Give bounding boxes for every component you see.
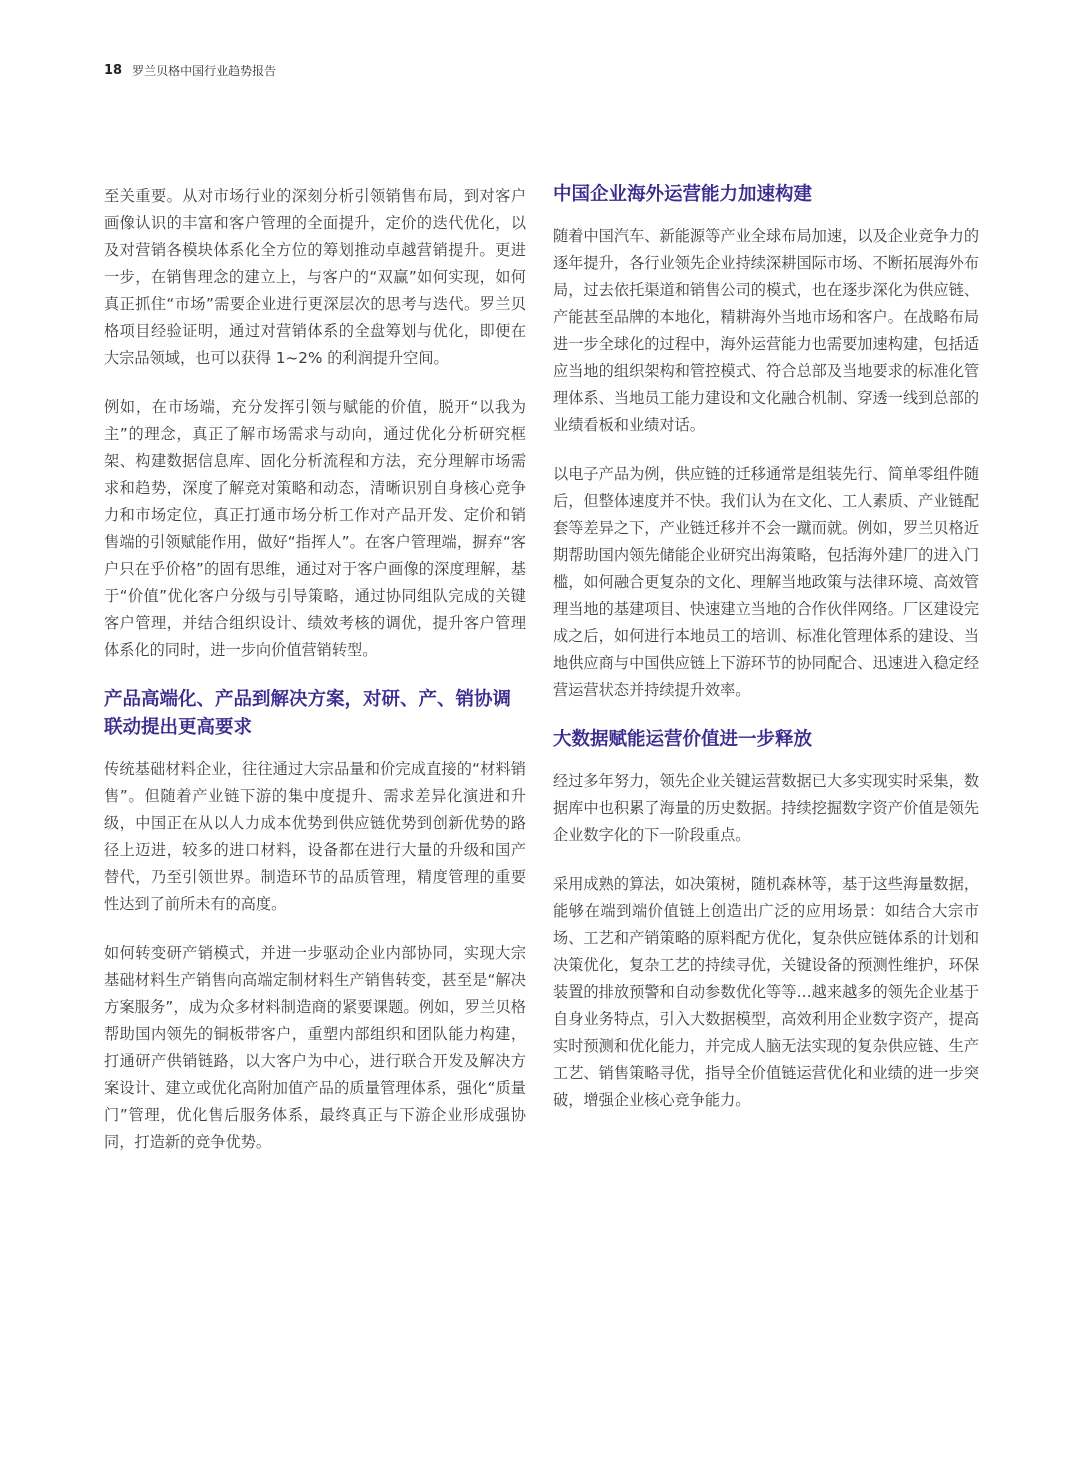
- left-paragraph-4: 如何转变研产销模式，并进一步驱动企业内部协同，实现大宗基础材料生产销售向高端定制材料生产销售转变，甚至是“解决方案服务”，成为众多材料制造商的紧要课题。例如，罗兰贝格帮助国内领先的铜板带客户，重塑内部组织和团队能力构建，打通研产供销链路，以大客户为中心，进行联合开发及解决方案设计、建立或优化高附加值产品的质量管理体系，强化“质量门”管理，优化售后服务体系，最终真正与下游企业形成强协同，打造新的竞争优势。: [104, 944, 526, 1151]
- left-paragraph-3: 传统基础材料企业，往往通过大宗品量和价完成直接的“材料销售”。但随着产业链下游的集中度提升、需求差异化演进和升级，中国正在从以人力成本优势到供应链优势到创新优势的路径上迈进，较多的进口材料，设备都在进行大量的升级和国产替代，乃至引领世界。制造环节的品质管理，精度管理的重要性达到了前所未有的高度。: [104, 760, 526, 913]
- right-column: [553, 183, 979, 1136]
- section-heading-overseas-operations: 中国企业海外运营能力加速构建: [553, 184, 813, 205]
- right-paragraph-3: 经过多年努力，领先企业关键运营数据已大多实现实时采集，数据库中也积累了海量的历史数据。持续挖掘数字资产价值是领先企业数字化的下一阶段重点。: [553, 772, 979, 844]
- right-paragraph-1: 随着中国汽车、新能源等产业全球布局加速，以及企业竞争力的逐年提升，各行业领先企业持续深耕国际市场、不断拓展海外布局，过去依托渠道和销售公司的模式，也在逐步深化为供应链、产能甚至品牌的本地化，精耕海外当地市场和客户。在战略布局进一步全球化的过程中，海外运营能力也需要加速构建，包括适应当地的组织架构和管控模式、符合总部及当地要求的标准化管理体系、当地员工能力建设和文化融合机制、穿透一线到总部的业绩看板和业绩对话。: [553, 227, 979, 434]
- section-heading-big-data: 大数据赋能运营价值进一步释放: [553, 729, 813, 750]
- right-paragraph-4: 采用成熟的算法，如决策树，随机森林等，基于这些海量数据，能够在端到端价值链上创造出广泛的应用场景：如结合大宗市场、工艺和产销策略的原料配方优化，复杂供应链体系的计划和决策优化，复杂工艺的持续寻优，关键设备的预测性维护，环保装置的排放预警和自动参数优化等等…越来越多的领先企业基于自身业务特点，引入大数据模型，高效利用企业数字资产，提高实时预测和优化能力，并完成人脑无法实现的复杂供应链、生产工艺、销售策略寻优，指导全价值链运营优化和业绩的进一步突破，增强企业核心竞争能力。: [553, 875, 979, 1109]
- page-header: [104, 60, 276, 80]
- left-column: [104, 183, 526, 1178]
- report-title: 罗兰贝格中国行业趋势报告: [132, 63, 277, 78]
- right-paragraph-2: 以电子产品为例，供应链的迁移通常是组装先行、简单零组件随后，但整体速度并不快。我们认为在文化、工人素质、产业链配套等差异之下，产业链迁移并不会一蹴而就。例如，罗兰贝格近期帮助国内领先储能企业研究出海策略，包括海外建厂的进入门槛，如何融合更复杂的文化、理解当地政策与法律环境、高效管理当地的基建项目、快速建立当地的合作伙伴网络。厂区建设完成之后，如何进行本地员工的培训、标准化管理体系的建设、当地供应商与中国供应链上下游环节的协同配合、迅速进入稳定经营运营状态并持续提升效率。: [553, 465, 979, 699]
- left-paragraph-1: 至关重要。从对市场行业的深刻分析引领销售布局，到对客户画像认识的丰富和客户管理的全面提升，定价的迭代优化，以及对营销各模块体系化全方位的筹划推动卓越营销提升。更进一步，在销售理念的建立上，与客户的“双赢”如何实现，如何真正抓住“市场”需要企业进行更深层次的思考与迭代。罗兰贝格项目经验证明，通过对营销体系的全盘筹划与优化，即便在大宗品领域，也可以获得 1~2% 的利润提升空间。: [104, 187, 526, 367]
- left-paragraph-2: 例如，在市场端，充分发挥引领与赋能的价值，脱开“以我为主”的理念，真正了解市场需求与动向，通过优化分析研究框架、构建数据信息库、固化分析流程和方法，充分理解市场需求和趋势，深度了解竞对策略和动态，清晰识别自身核心竞争力和市场定位，真正打通市场分析工作对产品开发、定价和销售端的引领赋能作用，做好“指挥人”。在客户管理端，摒弃“客户只在乎价格”的固有思维，通过对于客户画像的深度理解，基于“价值”优化客户分级与引导策略，通过协同组队完成的关键客户管理，并结合组织设计、绩效考核的调优，提升客户管理体系化的同时，进一步向价值营销转型。: [104, 398, 526, 659]
- page-number: 18: [104, 62, 123, 78]
- section-heading-product-upgrade: 产品高端化、产品到解决方案，对研、产、销协调联动提出更高要求: [104, 689, 512, 738]
